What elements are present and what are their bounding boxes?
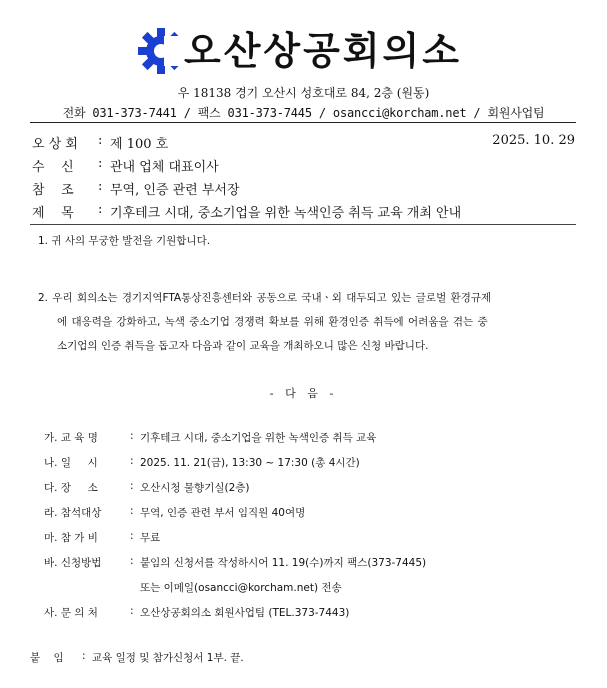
recipient-value: 관내 업체 대표이사 — [110, 160, 219, 175]
gear-logo-icon — [136, 26, 186, 76]
recipient-label: 수 신 — [32, 160, 74, 175]
reference-label: 참 조 — [32, 183, 74, 198]
attachment-label: 붙 임 — [30, 652, 64, 664]
attachment-value: 교육 일정 및 참가신청서 1부. 끝. — [92, 652, 244, 664]
paragraph-2-line-1: 2. 우리 회의소는 경기지역FTA통상진흥센터와 공동으로 국내ㆍ외 대두되고 있는 글로벌 환경규제 — [38, 292, 492, 304]
org-contact: 전화 031-373-7441 / 팩스 031-373-7445 / osancci@korcham.net / 회원사업팀 — [62, 106, 545, 120]
details-list: 가. 교 육 명 : 기후테크 시대, 중소기업을 위한 녹색인증 취득 교육 나. 일 시 : 2025. 11. 21(금), 13:30 ~ 17:30 (총 4시간) 다. 장 소 : 오산시청 물향기실(2층) 라. 참석대상 : 무역, 인증 관련 부서 임직원 40여명 마. 참 가 비 : 무료 바. 신청방법 : 붙임의 신청서를 작성하시어 11. 19(수)까지 팩스(373-7445) 또는 이메일(osancci@korcham.net) 전송 사. 문 의 처 : 오산상공회의소 회원사업팀 (TEL.373-7443) — [44, 430, 427, 619]
org-address: 우 18138 경기 오산시 성호대로 84, 2층 (원동) — [177, 86, 430, 100]
paragraph-1: 1. 귀 사의 무궁한 발전을 기원합니다. — [38, 235, 211, 247]
paragraph-2-line-3: 소기업의 인증 취득을 돕고자 다음과 같이 교육을 개최하오니 많은 신청 바랍니다. — [57, 340, 429, 352]
doc-number-label: 오 상 회 — [32, 137, 78, 152]
subject-value: 기후테크 시대, 중소기업을 위한 녹색인증 취득 교육 개최 안내 — [110, 206, 462, 221]
org-name: 오산상공회의소 — [184, 29, 462, 73]
header-divider — [30, 122, 576, 123]
doc-number-value: 제 100 호 — [110, 137, 169, 152]
subject-divider — [30, 224, 576, 225]
subject-label: 제 목 — [32, 206, 74, 221]
paragraph-2-line-2: 에 대응력을 강화하고, 녹색 중소기업 경쟁력 확보를 위해 환경인증 취득에 어려움을 겪는 중 — [57, 316, 488, 328]
da-eum-heading: - 다 음 - — [269, 387, 338, 400]
doc-date: 2025. 10. 29 — [492, 133, 575, 148]
reference-value: 무역, 인증 관련 부서장 — [110, 183, 240, 198]
